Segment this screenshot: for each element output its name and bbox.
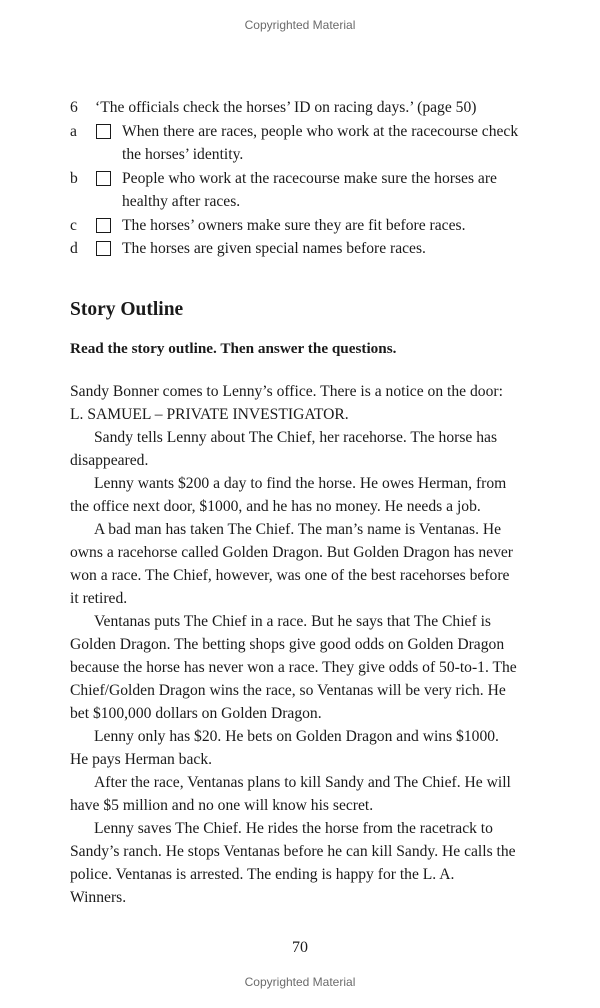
section-heading: Story Outline xyxy=(70,299,184,320)
story-line: Lenny saves The Chief. He rides the horse from the racetrack to xyxy=(94,820,493,837)
story-line: bet $100,000 dollars on Golden Dragon. xyxy=(70,705,322,722)
story-line: He pays Herman back. xyxy=(70,751,213,768)
option-letter: a xyxy=(70,122,77,140)
story-line: won a race. The Chief, however, was one of the best racehorses before xyxy=(70,567,510,584)
option-text-line: healthy after races. xyxy=(122,193,241,210)
story-paragraph xyxy=(70,518,575,610)
story-outline xyxy=(70,380,575,909)
story-line: owns a racehorse called Golden Dragon. But Golden Dragon has never xyxy=(70,544,513,561)
story-line: After the race, Ventanas plans to kill Sandy and The Chief. He will xyxy=(94,774,511,791)
option-letter: c xyxy=(70,216,77,234)
story-line: police. Ventanas is arrested. The ending is happy for the L. A. xyxy=(70,866,455,883)
story-line: Golden Dragon. The betting shops give good odds on Golden Dragon xyxy=(70,636,505,653)
story-paragraph xyxy=(70,725,575,771)
option-text-line: The horses’ owners make sure they are fit before races. xyxy=(122,216,466,234)
question-stem xyxy=(70,96,590,120)
option-text-line: People who work at the racecourse make sure the horses are xyxy=(122,169,497,187)
option-text-line: When there are races, people who work at the racecourse check xyxy=(122,122,519,140)
option-checkbox-d[interactable] xyxy=(96,241,111,256)
story-line: A bad man has taken The Chief. The man’s name is Ventanas. He xyxy=(94,521,502,538)
story-line: Ventanas puts The Chief in a race. But he says that The Chief is xyxy=(94,613,491,630)
option-checkbox-b[interactable] xyxy=(96,171,111,186)
question-text: ‘The officials check the horses’ ID on racing days.’ (page 50) xyxy=(95,99,477,116)
story-line: Lenny wants $200 a day to find the horse. He owes Herman, from xyxy=(94,475,507,492)
story-paragraph xyxy=(70,472,575,518)
story-line: Sandy Bonner comes to Lenny’s office. There is a notice on the door: xyxy=(70,383,503,400)
story-paragraph xyxy=(70,426,575,472)
option-letter: b xyxy=(70,169,78,187)
story-line: because the horse has never won a race. They give odds of 50-to-1. The xyxy=(70,659,517,676)
copyright-watermark-top: Copyrighted Material xyxy=(244,18,356,32)
answer-option-a xyxy=(70,120,590,167)
story-line: Sandy tells Lenny about The Chief, her racehorse. The horse has xyxy=(94,429,498,446)
option-checkbox-c[interactable] xyxy=(96,218,111,233)
answer-option-d xyxy=(70,237,590,261)
option-letter: d xyxy=(70,240,78,257)
story-line: Winners. xyxy=(70,889,127,906)
option-text-line: the horses’ identity. xyxy=(122,146,244,163)
copyright-watermark-bottom: Copyrighted Material xyxy=(244,975,356,989)
answer-option-b xyxy=(70,167,590,214)
story-line: Chief/Golden Dragon wins the race, so Ventanas will be very rich. He xyxy=(70,682,506,699)
story-line: disappeared. xyxy=(70,452,149,469)
story-paragraph xyxy=(70,771,575,817)
story-paragraph xyxy=(70,380,575,426)
answer-option-c xyxy=(70,214,590,238)
page-number: 70 xyxy=(292,939,308,956)
story-line: Sandy’s ranch. He stops Ventanas before he can kill Sandy. He calls the xyxy=(70,843,516,860)
option-text-line: The horses are given special names before races. xyxy=(122,240,426,257)
question-6 xyxy=(70,96,590,261)
story-line: Lenny only has $20. He bets on Golden Dragon and wins $1000. xyxy=(94,728,499,745)
story-line: it retired. xyxy=(70,590,128,607)
story-line: have $5 million and no one will know his secret. xyxy=(70,797,374,814)
section-instruction: Read the story outline. Then answer the questions. xyxy=(70,340,397,357)
story-line: the office next door, $1000, and he has no money. He needs a job. xyxy=(70,498,481,515)
question-number: 6 xyxy=(70,99,78,116)
option-checkbox-a[interactable] xyxy=(96,124,111,139)
story-paragraph xyxy=(70,610,575,725)
story-line: L. SAMUEL – PRIVATE INVESTIGATOR. xyxy=(70,406,349,423)
story-paragraph xyxy=(70,817,575,909)
